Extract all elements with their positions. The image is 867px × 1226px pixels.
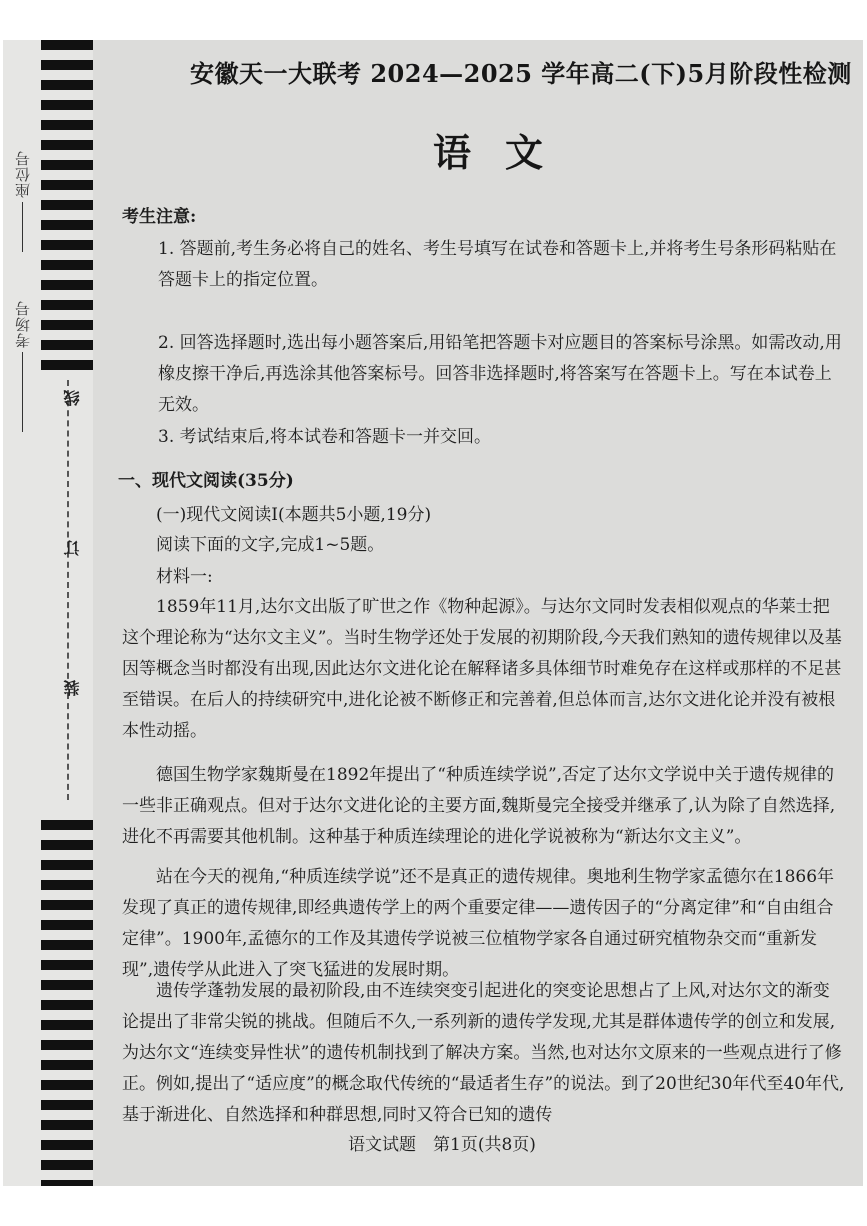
- notice-item: 1. 答题前,考生务必将自己的姓名、考生号填写在试卷和答题卡上,并将考生号条形码粘贴在答题卡上的指定位置。: [158, 239, 837, 290]
- page-footer: 语文试题 第1页(共8页): [348, 1135, 536, 1155]
- section-heading: 一、现代文阅读(35分): [118, 471, 294, 491]
- notice-heading: 考生注意:: [122, 207, 197, 227]
- exam-title: 安徽天一大联考 2024—2025 学年高二(下)5月阶段性检测: [190, 59, 852, 88]
- material-paragraph: 德国生物学家魏斯曼在1892年提出了“种质连续学说”,否定了达尔文学说中关于遗传规律的一些非正确观点。但对于达尔文进化论的主要方面,魏斯曼完全接受并继承了,认为除了自然选择,进化不再需要其他机制。这种基于种质连续理论的进化学说被称为“新达尔文主义”。: [122, 765, 836, 847]
- material-paragraph: 1859年11月,达尔文出版了旷世之作《物种起源》。与达尔文同时发表相似观点的华莱士把这个理论称为“达尔文主义”。当时生物学还处于发展的初期阶段,今天我们熟知的遗传规律以及基因等概念当时都没有出现,因此达尔文进化论在解释诸多具体细节时难免存在这样或那样的不足甚至错误。在后人的持续研究中,进化论被不断修正和完善着,但总体而言,达尔文进化论并没有被根本性动摇。: [122, 597, 842, 741]
- notice-item: 3. 考试结束后,将本试卷和答题卡一并交回。: [158, 427, 492, 447]
- binding-bind-label: 装: [63, 680, 82, 696]
- exam-content: [98, 40, 858, 1186]
- timing-marks-top: [41, 40, 93, 370]
- material-label: 材料一:: [156, 567, 213, 587]
- notice-item: 2. 回答选择题时,选出每小题答案后,用铅笔把答题卡对应题目的答案标号涂黑。如需改动,用橡皮擦干净后,再选涂其他答案标号。回答非选择题时,将答案写在答题卡上。写在本试卷上无效。: [158, 333, 842, 415]
- seat-number-field: [7, 150, 37, 256]
- binding-line: [67, 380, 69, 800]
- exam-room-label: 考场号: [13, 300, 32, 348]
- sub-section-heading: (一)现代文阅读Ⅰ(本题共5小题,19分): [156, 505, 432, 525]
- binding-line-label: 线: [63, 390, 82, 406]
- timing-marks-bottom: [41, 820, 93, 1186]
- reading-instruction: 阅读下面的文字,完成1~5题。: [156, 535, 385, 555]
- seat-number-label: 座位号: [13, 150, 32, 198]
- material-paragraph: 站在今天的视角,“种质连续学说”还不是真正的遗传规律。奥地利生物学家孟德尔在1866年发现了真正的遗传规律,即经典遗传学上的两个重要定律——遗传因子的“分离定律”和“自由组合定律”。1900年,孟德尔的工作及其遗传学说被三位植物学家各自通过研究植物杂交而“重新发现”,遗传学从此进入了突飞猛进的发展时期。: [122, 867, 835, 980]
- binding-margin: [3, 40, 93, 1186]
- binding-order-label: 订: [63, 540, 82, 556]
- subject-title: 语文: [433, 130, 578, 175]
- exam-sheet: [3, 40, 863, 1186]
- exam-room-field: [7, 300, 37, 436]
- material-paragraph: 遗传学蓬勃发展的最初阶段,由不连续突变引起进化的突变论思想占了上风,对达尔文的渐变论提出了非常尖锐的挑战。但随后不久,一系列新的遗传学发现,尤其是群体遗传学的创立和发展,为达尔文“连续变异性状”的遗传机制找到了解决方案。当然,也对达尔文原来的一些观点进行了修正。例如,提出了“适应度”的概念取代传统的“最适者生存”的说法。到了20世纪30年代至40年代,基于渐进化、自然选择和种群思想,同时又符合已知的遗传: [122, 981, 845, 1125]
